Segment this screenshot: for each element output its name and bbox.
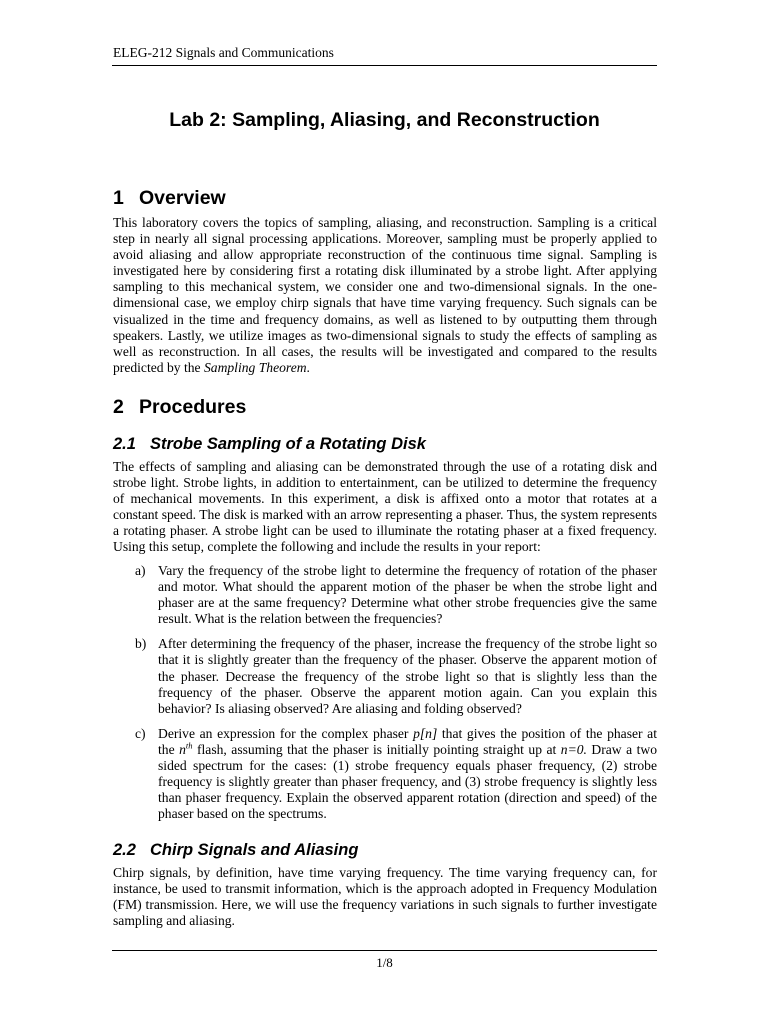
phaser-expression: p[n] — [413, 725, 438, 741]
section-number: 1 — [113, 187, 124, 209]
section-heading-overview — [113, 186, 226, 210]
subsection-title: Strobe Sampling of a Rotating Disk — [150, 435, 426, 453]
section-title: Procedures — [139, 396, 247, 418]
list-marker: a) — [135, 563, 146, 578]
list-item-text — [158, 726, 657, 821]
page-number: 1/8 — [376, 955, 393, 970]
item-c-text: Draw a two sided spectrum for the cases: (1) strobe frequency equals phaser frequency, (2) strobe frequency is slightly greater than phaser frequency, and (3) strobe frequency is slightly less than phaser frequency. Explain the observed apparent rotation (direction and speed) of the phaser based on the spectrums. — [158, 741, 657, 822]
list-item — [113, 636, 657, 716]
list-item — [113, 726, 657, 823]
subsection-number: 2.1 — [113, 435, 136, 453]
overview-paragraph — [113, 215, 657, 376]
item-c-text: that gives the position of the phaser at the — [158, 725, 657, 757]
flash-index: n — [179, 741, 186, 757]
section-number: 2 — [113, 396, 124, 418]
item-c-text: Derive an expression for the complex phaser — [158, 725, 414, 741]
sampling-theorem-term: Sampling Theorem — [203, 359, 307, 375]
chirp-paragraph: Chirp signals, by definition, have time varying frequency. The time varying frequency can, for instance, be used to transmit information, which is the approach adopted in Frequency Modulation (FM) transmission. Here, we will use the frequency variations in such signals to further investigate sampling and aliasing. — [113, 865, 657, 929]
overview-text-end: . — [306, 359, 310, 375]
item-c-text: flash, assuming that the phaser is initially pointing straight up at — [192, 741, 561, 757]
list-marker: c) — [135, 725, 146, 741]
list-marker: b) — [135, 636, 147, 652]
lab-title: Lab 2: Sampling, Aliasing, and Reconstruction — [169, 109, 600, 131]
overview-text: This laboratory covers the topics of sampling, aliasing, and reconstruction. Sampling is a critical step in nearly all signal processing applications. Moreover, sampling must be properly applied to avoid aliasing and allow appropriate reconstruction of the continuous time signal. Sampling is investigated here by considering first a rotating disk illuminated by a strobe light. After applying sampling to this mechanical system, we consider one and two-dimensional signals. In the one-dimensional case, we employ chirp signals that have time varying frequency. Such signals can be visualized in the time and frequency domains, as well as listened to by outputting them through speakers. Lastly, we utilize images as two-dimensional signals to study the effects of sampling as well as reconstruction. In all cases, the results will be investigated and compared to the results predicted by the — [113, 215, 657, 375]
subsection-number: 2.2 — [113, 841, 136, 859]
running-header: ELEG-212 Signals and Communications — [113, 45, 334, 60]
subsection-heading-chirp — [113, 840, 358, 860]
subsection-title: Chirp Signals and Aliasing — [150, 841, 359, 859]
strobe-paragraph: The effects of sampling and aliasing can be demonstrated through the use of a rotating disk and strobe light. Strobe lights, in addition to entertainment, can be utilized to determine the frequency of mechanical movements. In this experiment, a disk is affixed onto a motor that rotates at a constant speed. The disk is marked with an arrow representing a phaser. Thus, the system represents a rotating phaser. A strobe light can be used to illuminate the rotating phaser at a fixed frequency. Using this setup, complete the following and include the results in your report: — [113, 459, 657, 555]
initial-index: n=0. — [560, 741, 587, 757]
list-item-text: After determining the frequency of the phaser, increase the frequency of the strobe light so that it is slightly greater than the frequency of the phaser. Observe the apparent motion of the phaser. Decrease the frequency of the strobe light so that is slightly less than the frequency of the phaser. Observe the apparent motion again. Can you explain this behavior? Is aliasing observed? Are aliasing and folding observed? — [158, 636, 657, 716]
list-item — [113, 563, 657, 627]
section-title: Overview — [139, 187, 226, 209]
ordinal-suffix: th — [185, 740, 193, 751]
procedure-list — [113, 563, 657, 822]
header-rule — [112, 65, 657, 66]
subsection-heading-strobe — [113, 434, 426, 454]
section-heading-procedures — [113, 395, 246, 419]
list-item-text: Vary the frequency of the strobe light to determine the frequency of rotation of the phaser and motor. What should the apparent motion of the phaser be when the strobe light and phaser are at the same frequency? Determine what other strobe frequencies give the same result. What is the relation between the frequencies? — [158, 563, 657, 627]
footer-rule — [112, 950, 657, 951]
